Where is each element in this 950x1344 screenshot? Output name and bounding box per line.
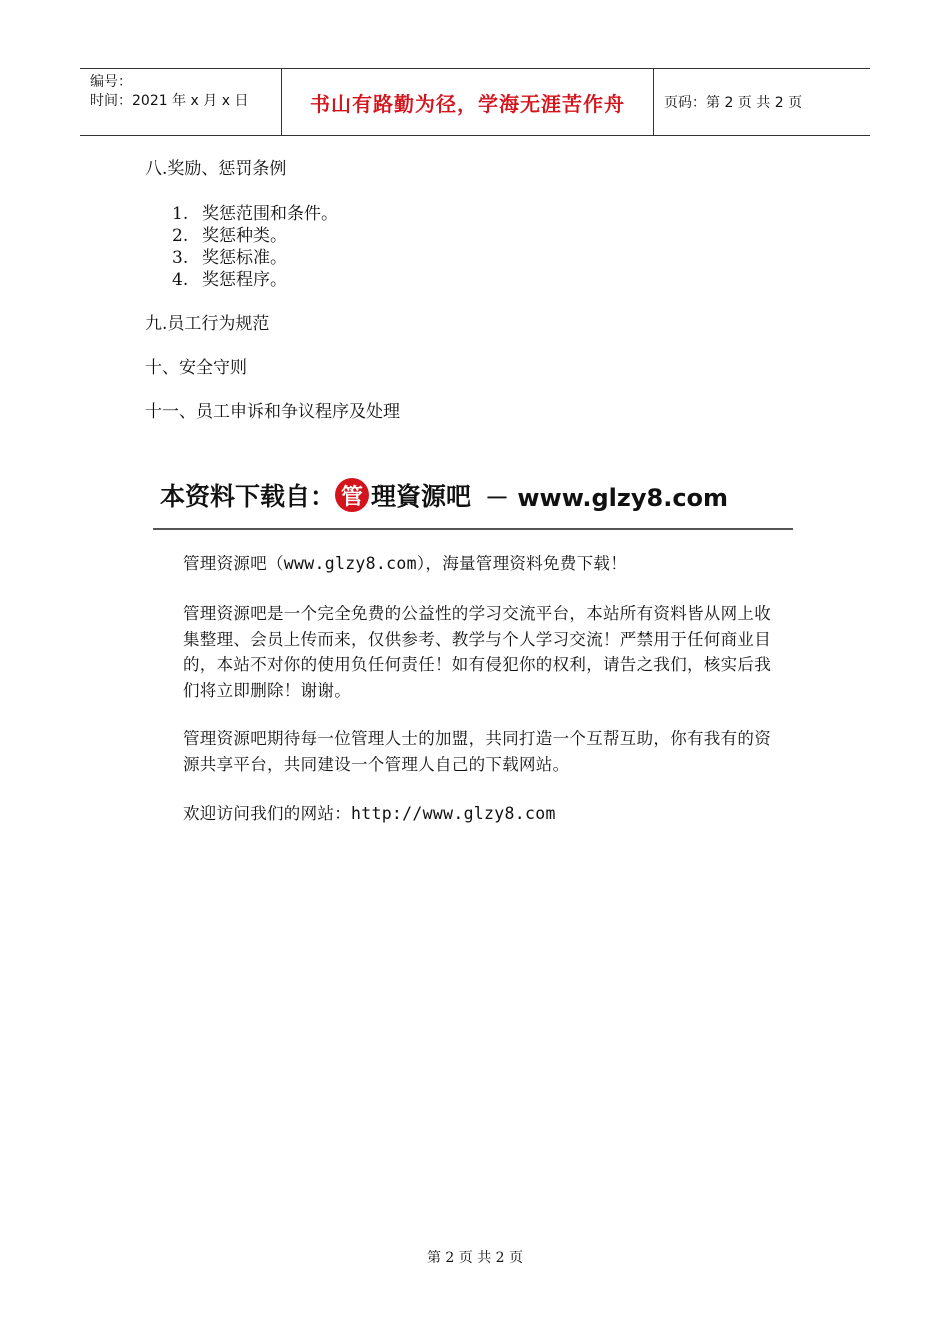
download-source-banner <box>160 470 800 520</box>
list-item-number: 2. <box>172 226 189 246</box>
promo-paragraph-1: 管理资源吧（www.glzy8.com），海量管理资料免费下载！ <box>183 554 627 573</box>
list-item-number: 4. <box>172 270 189 290</box>
motto-cell <box>282 69 654 135</box>
motto-text: 书山有路勤为径，学海无涯苦作舟 <box>310 91 625 116</box>
list-item-text: 奖惩程序。 <box>202 270 287 290</box>
list-item <box>172 225 338 247</box>
list-item <box>172 269 338 291</box>
promo-paragraph-4: 欢迎访问我们的网站：http://www.glzy8.com <box>183 804 556 823</box>
header-meta-cell <box>80 69 282 135</box>
site-logo-icon: 管 <box>335 478 369 512</box>
page-header <box>80 68 870 136</box>
number-label: 编号： <box>90 74 132 90</box>
section-9-heading: 九.员工行为规范 <box>145 314 270 334</box>
list-item-text: 奖惩种类。 <box>202 226 287 246</box>
list-item-number: 3. <box>172 248 189 268</box>
list-item <box>172 247 338 269</box>
promo-paragraph-3: 管理资源吧期待每一位管理人士的加盟，共同打造一个互帮互助，你有我有的资源共享平台，共同建设一个管理人自己的下载网站。 <box>183 729 771 774</box>
promo-paragraph-2: 管理资源吧是一个完全免费的公益性的学习交流平台，本站所有资料皆从网上收集整理、会员上传而来，仅供参考、教学与个人学习交流！严禁用于任何商业目的，本站不对你的使用负任何责任！如有侵犯你的权利，请告之我们，核实后我们将立即删除！谢谢。 <box>183 604 771 700</box>
list-item <box>172 203 338 225</box>
banner-site-url[interactable]: － www.glzy8.com <box>485 483 729 512</box>
list-item-text: 奖惩范围和条件。 <box>202 204 338 224</box>
banner-site-name: 理資源吧 <box>371 482 472 511</box>
page-info-text: 页码：第 2 页 共 2 页 <box>664 95 803 111</box>
list-item-number: 1. <box>172 204 189 224</box>
list-item-text: 奖惩标准。 <box>202 248 287 268</box>
section-8-list <box>172 203 338 291</box>
section-10-heading: 十、安全守则 <box>145 358 247 378</box>
banner-divider <box>153 528 793 530</box>
date-label: 时间：2021 年 x 月 x 日 <box>90 93 249 109</box>
page-footer: 第 2 页 共 2 页 <box>426 1250 524 1266</box>
page-info-cell <box>654 69 870 135</box>
banner-prefix: 本资料下载自： <box>160 482 336 511</box>
section-8-heading: 八.奖励、惩罚条例 <box>145 159 287 179</box>
section-11-heading: 十一、员工申诉和争议程序及处理 <box>145 402 400 422</box>
